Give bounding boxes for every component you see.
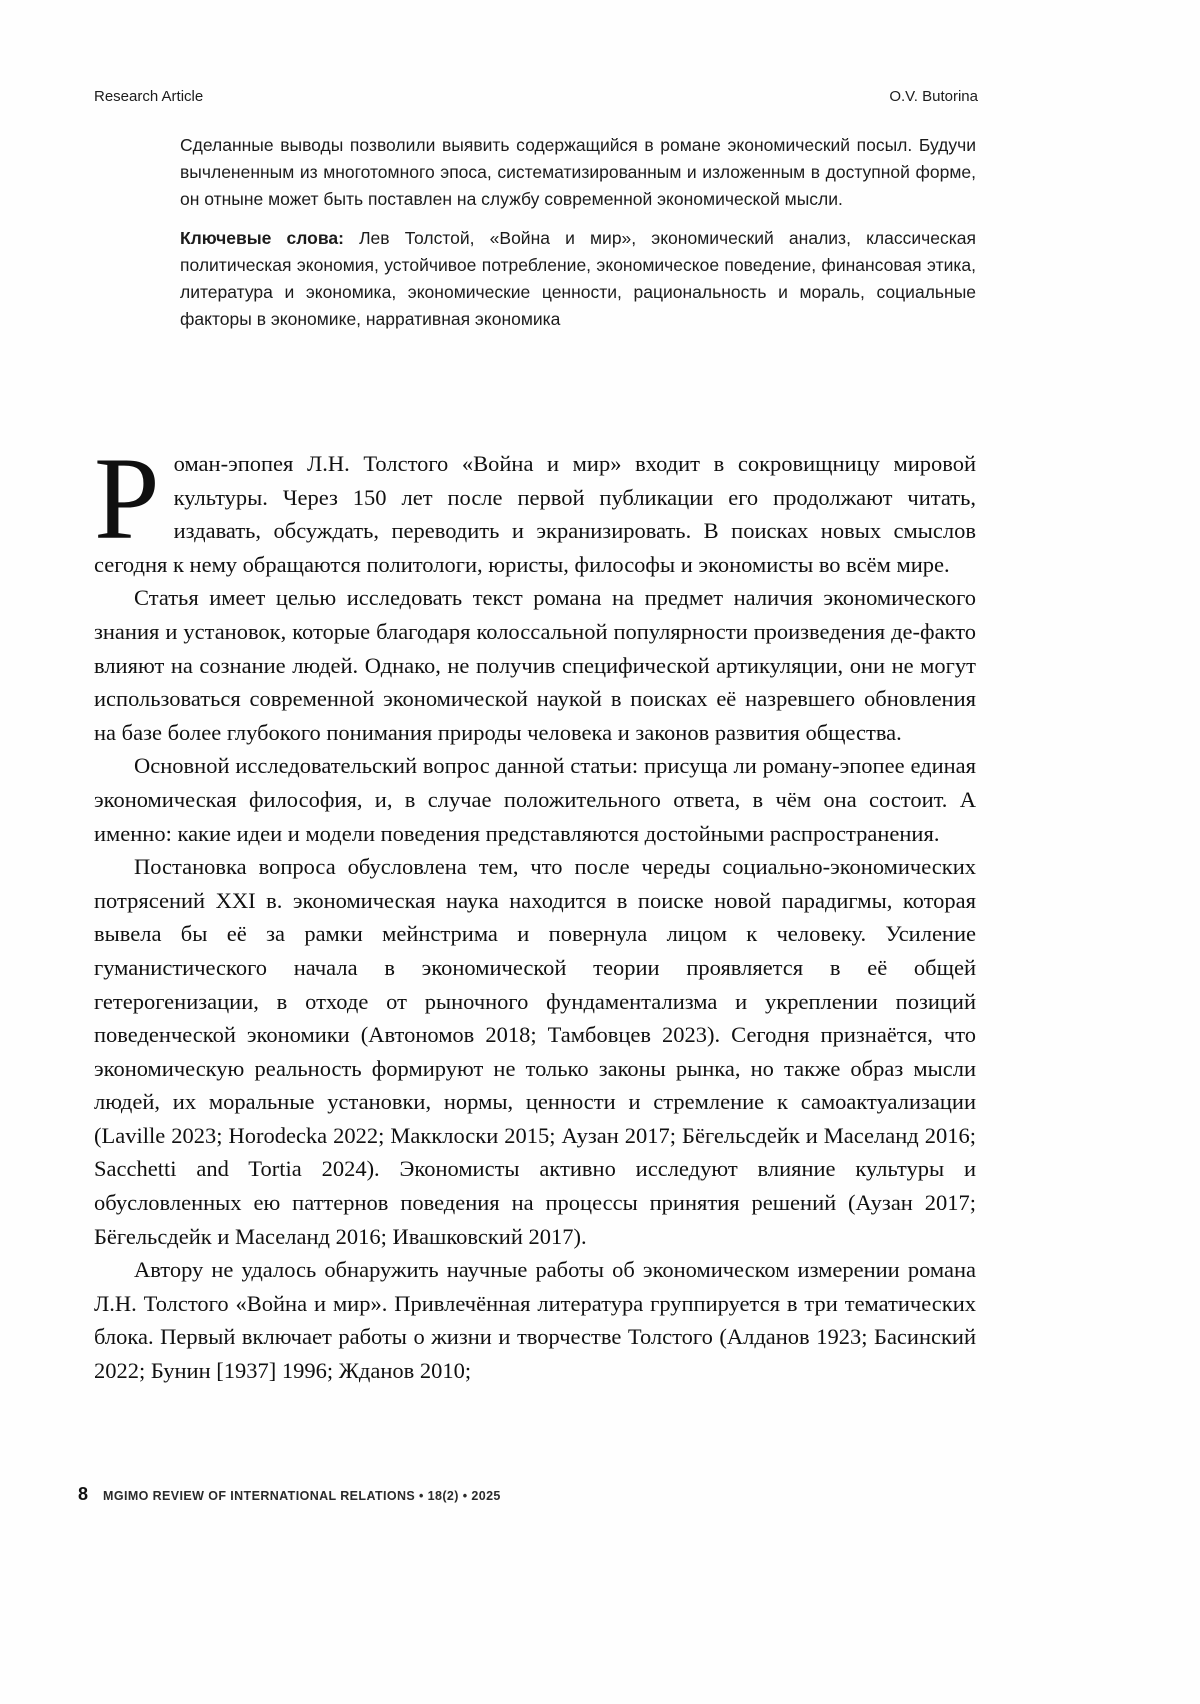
keywords-text: Лев Толстой, «Война и мир», экономический анализ, классическая политическая экономия, устойчивое потребление, экономическое поведение, финансовая этика, литература и экономика, экономические ценности, рациональность и мораль, социальные факторы в экономике, нарративная экономика <box>180 228 976 329</box>
article-body <box>94 433 976 1388</box>
paragraph: Основной исследовательский вопрос данной статьи: присуща ли роману-эпопее единая экономическая философия, и, в случае положительного ответа, в чём она состоит. А именно: какие идеи и модели поведения представляются достойными распространения. <box>94 753 976 846</box>
page-number: 8 <box>78 1484 89 1504</box>
drop-cap: Р <box>94 433 160 564</box>
abstract-text: Сделанные выводы позволили выявить содержащийся в романе экономический посыл. Будучи вычлененным из многотомного эпоса, систематизированным и изложенным в доступной форме, он отныне может быть поставлен на службу современной экономической мысли. <box>180 135 976 209</box>
page-header <box>94 88 978 105</box>
abstract-section <box>180 132 976 333</box>
page-footer <box>78 1484 501 1505</box>
author-name: O.V. Butorina <box>889 88 978 105</box>
article-type-label: Research Article <box>94 88 204 105</box>
paragraph: Автору не удалось обнаружить научные работы об экономическом измерении романа Л.Н. Толстого «Война и мир». Привлечённая литература группируется в три тематических блока. Первый включает работы о жизни и творчестве Толстого (Алданов 1923; Басинский 2022; Бунин [1937] 1996; Жданов 2010; <box>94 1257 976 1384</box>
paragraph: Постановка вопроса обусловлена тем, что после череды социально-экономических потрясений XXI в. экономическая наука находится в поиске новой парадигмы, которая вывела бы её за рамки мейнстрима и повернула лицом к человеку. Усиление гуманистического начала в экономической теории проявляется в её общей гетерогенизации, в отходе от рыночного фундаментализма и укреплении позиций поведенческой экономики (Автономов 2018; Тамбовцев 2023). Сегодня признаётся, что экономическую реальность формируют не только законы рынка, но также образ мысли людей, их моральные установки, нормы, ценности и стремление к самоактуализации (Laville 2023; Horodecka 2022; Макклоски 2015; Аузан 2017; Бёгельсдейк и Маселанд 2016; Sacchetti and Tortia 2024). Экономисты активно исследуют влияние культуры и обусловленных ею паттернов поведения на процессы принятия решений (Аузан 2017; Бёгельсдейк и Маселанд 2016; Ивашковский 2017). <box>94 854 976 1249</box>
journal-line: MGIMO REVIEW OF INTERNATIONAL RELATIONS • 18(2) • 2025 <box>103 1489 501 1503</box>
keywords-label: Ключевые слова: <box>180 228 344 248</box>
keywords-paragraph <box>180 225 976 333</box>
paragraph-dropcap <box>94 433 976 581</box>
paragraph: Статья имеет целью исследовать текст романа на предмет наличия экономического знания и установок, которые благодаря колоссальной популярности произведения де-факто влияют на сознание людей. Однако, не получив специфической артикуляции, они не могут использоваться современной экономической наукой в поисках её назревшего обновления на базе более глубокого понимания природы человека и законов развития общества. <box>94 585 976 745</box>
paragraph-text: оман-эпопея Л.Н. Толстого «Война и мир» входит в сокровищницу мировой культуры. Через 150 лет после первой публикации его продолжают читать, издавать, обсуждать, переводить и экранизировать. В поисках новых смыслов сегодня к нему обращаются политологи, юристы, философы и экономисты во всём мире. <box>94 451 976 577</box>
